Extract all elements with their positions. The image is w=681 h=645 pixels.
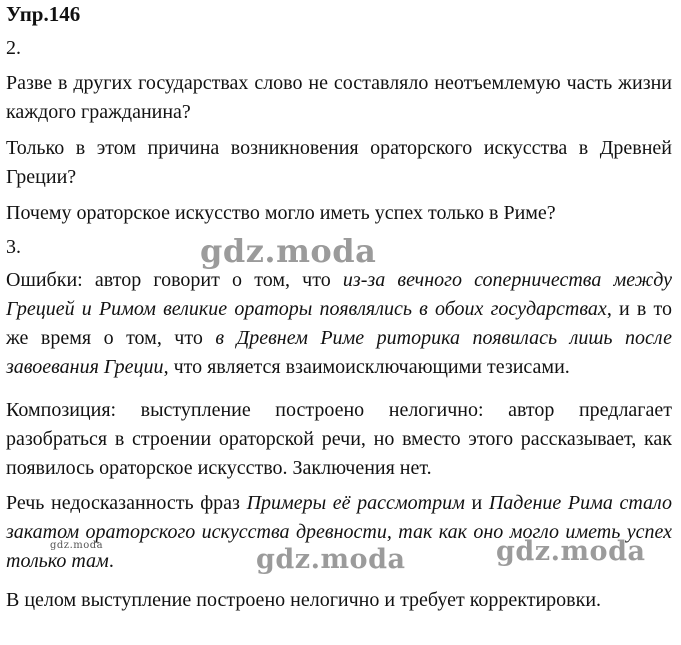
errors-text-3: , что является взаимоисключающими тезисами. bbox=[163, 356, 570, 378]
question-3: Почему ораторское искусство могло иметь успех только в Риме? bbox=[6, 202, 556, 224]
watermark-center: gdz.moda bbox=[200, 232, 377, 270]
errors-paragraph bbox=[6, 266, 672, 382]
errors-text-1: Ошибки: автор говорит о том, что bbox=[6, 269, 343, 291]
watermark-bottom-left: gdz.moda bbox=[256, 544, 406, 575]
speech-italic-2: Падение Рима стало закатом ораторского искусства древности, так как оно могло иметь успех только там bbox=[6, 492, 673, 572]
watermark-bottom-right: gdz.moda bbox=[496, 536, 646, 567]
section-2-number: 2. bbox=[6, 37, 21, 59]
speech-text-1: Речь недосказанность фраз bbox=[6, 492, 247, 514]
speech-italic-1: Примеры её рассмотрим bbox=[246, 492, 465, 514]
conclusion-paragraph: В целом выступление построено нелогично и требует корректировки. bbox=[6, 589, 602, 611]
question-1: Разве в других государствах слово не составляло неотъемлемую часть жизни каждого гражданина? bbox=[6, 72, 672, 123]
watermark-small: gdz.moda bbox=[50, 540, 104, 551]
errors-italic-2: в Древнем Риме риторика появилась лишь после завоевания Греции bbox=[6, 327, 672, 378]
speech-text-3: . bbox=[108, 550, 114, 572]
errors-text-2: , и в то же время о том, что bbox=[6, 298, 672, 349]
section-3-number: 3. bbox=[6, 236, 21, 258]
speech-text-2: и bbox=[464, 492, 489, 514]
exercise-title: Упр.146 bbox=[6, 2, 81, 26]
question-2: Только в этом причина возникновения ораторского искусства в Древней Греции? bbox=[6, 137, 672, 188]
composition-paragraph: Композиция: выступление построено нелогично: автор предлагает разобраться в строении ораторской речи, но вместо этого рассказывает, как появилось ораторское искусство. Заключения нет. bbox=[6, 399, 672, 479]
errors-italic-1: из-за вечного соперничества между Грецией и Римом великие ораторы появлялись в обоих государствах bbox=[6, 269, 673, 320]
